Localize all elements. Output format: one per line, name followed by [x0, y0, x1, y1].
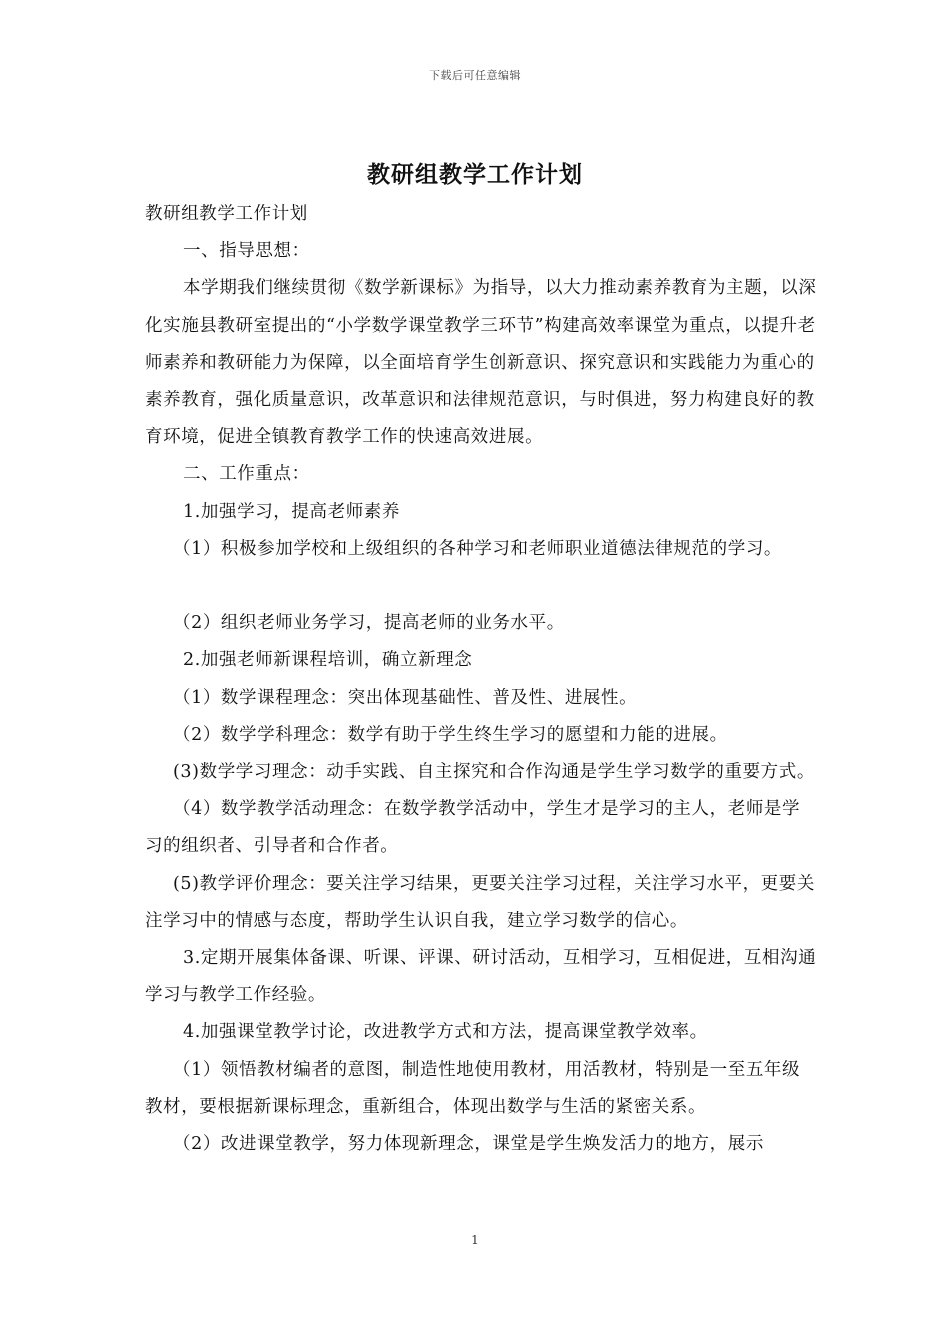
page-number: 1: [471, 1233, 479, 1247]
item-2-5: (5)教学评价理念：要关注学习结果，更要关注学习过程，关注学习水平，更要关注学习中的情感与态度，帮助学生认识自我，建立学习数学的信心。: [145, 873, 815, 931]
header-note: 下载后可任意编辑: [429, 69, 521, 82]
item-2-1: （1）数学课程理念：突出体现基础性、普及性、进展性。: [173, 687, 638, 708]
item-2-2: （2）数学学科理念：数学有助于学生终生学习的愿望和力能的进展。: [173, 724, 728, 745]
item-2-heading: 2.加强老师新课程培训，确立新理念: [183, 650, 473, 671]
item-2-4: （4）数学教学活动理念：在数学教学活动中，学生才是学习的主人，老师是学习的组织者、引导者和合作者。: [145, 799, 801, 857]
item-4-heading: 4.加强课堂教学讨论，改进教学方式和方法，提高课堂教学效率。: [183, 1022, 708, 1043]
subtitle-paragraph: 教研组教学工作计划: [145, 204, 308, 224]
item-1-2: （2）组织老师业务学习，提高老师的业务水平。: [173, 613, 565, 634]
item-4-1: （1）领悟教材编者的意图，制造性地使用教材，用活教材，特别是一至五年级教材，要根据新课标理念，重新组合，体现出数学与生活的紧密关系。: [145, 1059, 801, 1117]
section-heading-guiding-thought: 一、指导思想：: [183, 241, 310, 262]
blank-line: [145, 568, 817, 605]
paragraph-guiding-thought: 本学期我们继续贯彻《数学新课标》为指导，以大力推动素养教育为主题，以深化实施县教研室提出的“小学数学课堂教学三环节”构建高效率课堂为重点，以提升老师素养和教研能力为保障，以全面培育学生创新意识、探究意识和实践能力为重心的素养教育，强化质量意识，改革意识和法律规范意识，与时俱进，努力构建良好的教育环境，促进全镇教育教学工作的快速高效进展。: [145, 278, 817, 448]
document-body: [145, 196, 817, 1163]
item-2-3: (3)数学学习理念：动手实践、自主探究和合作沟通是学生学习数学的重要方式。: [173, 762, 815, 783]
item-1-1: （1）积极参加学校和上级组织的各种学习和老师职业道德法律规范的学习。: [173, 538, 783, 559]
item-3: 3.定期开展集体备课、听课、评课、研讨活动，互相学习，互相促进，互相沟通学习与教学工作经验。: [145, 948, 817, 1006]
document-title: 教研组教学工作计划: [367, 161, 583, 188]
item-4-2: （2）改进课堂教学，努力体现新理念，课堂是学生焕发活力的地方，展示: [173, 1134, 764, 1155]
item-1-heading: 1.加强学习，提高老师素养: [183, 501, 400, 522]
section-heading-work-focus: 二、工作重点：: [183, 464, 310, 485]
